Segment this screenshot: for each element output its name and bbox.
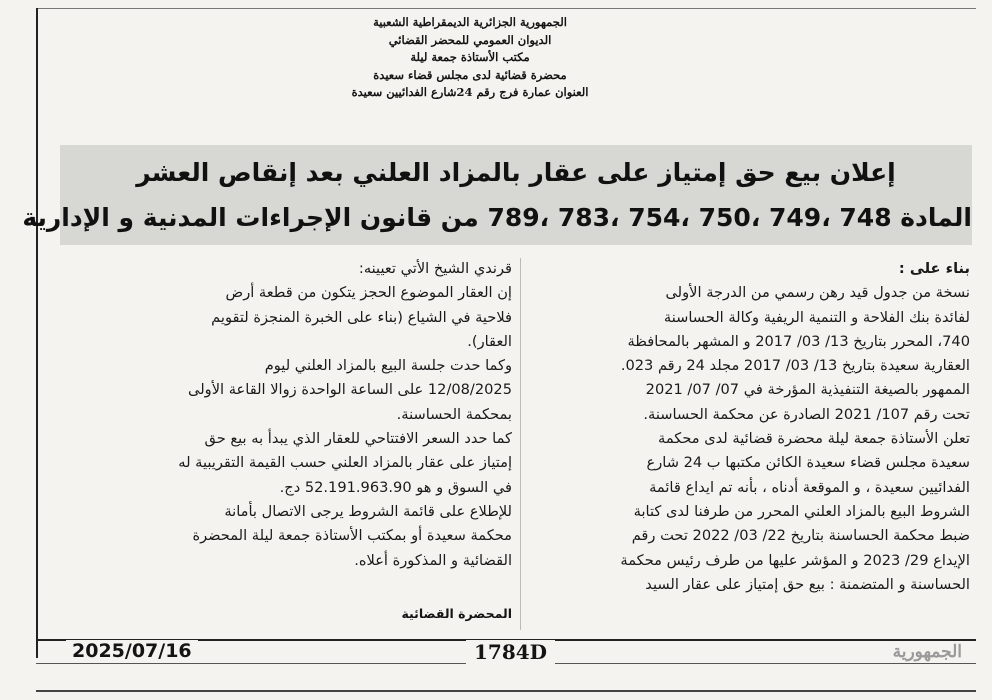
header-line: مكتب الأستاذة جمعة ليلة (410, 50, 530, 64)
paragraph-line: 12/08/2025 على الساعة الواحدة زوالا القاعة الأولى (188, 381, 512, 399)
title-line-1: إعلان بيع حق إمتياز على عقار بالمزاد العلني بعد إنقاص العشر (136, 158, 896, 187)
paragraph-line: وكما حدت جلسة البيع بالمزاد العلني ليوم (264, 357, 512, 375)
paragraph-line: الشروط البيع بالمزاد العلني المحرر من طرفنا لدى كتابة (633, 502, 970, 520)
header-line: الجمهورية الجزائرية الديمقراطية الشعبية (373, 15, 567, 29)
paragraph-line: بمحكمة الحساسنة. (396, 405, 512, 423)
paragraph-line: فلاحية في الشياع (بناء على الخبرة المنجزة لتقويم (211, 308, 512, 326)
publication-date: 2025/07/16 (66, 640, 198, 662)
paragraph-line: تعلن الأستاذة جمعة ليلة محضرة قضائية لدى محكمة (658, 430, 970, 448)
signature-label: المحضرة القضائية (401, 606, 512, 621)
paragraph-line: الحساسنة و المتضمنة : بيع حق إمتياز على عقار السيد (645, 575, 970, 593)
paragraph-line: العقارية سعيدة بتاريخ 13/ 03/ 2017 مجلد 24 رقم 023. (620, 357, 970, 375)
notice-code: 1784D (466, 640, 555, 664)
left-border (36, 8, 38, 658)
bottom-rule (36, 690, 976, 692)
paragraph-line: إن العقار الموضوع الحجز يتكون من قطعة أرض (225, 284, 512, 302)
header-line: العنوان عمارة فرج رقم 24شارع الفدائيين سعيدة (351, 85, 589, 99)
paragraph-line: العقار). (467, 332, 512, 350)
header-line: محضرة قضائية لدى مجلس قضاء سعيدة (373, 67, 567, 82)
paragraph-line: الإيداع 29/ 2023 و المؤشر عليها من طرف رئيس محكمة (620, 551, 970, 569)
header-line: الديوان العمومي للمحضر القضائي (388, 32, 552, 47)
paragraph-line: للإطلاع على قائمة الشروط يرجى الاتصال بأمانة (224, 502, 512, 520)
issuer-header (260, 14, 680, 102)
newspaper-logo: الجمهورية (887, 642, 968, 662)
paragraph-line: 740، المحرر بتاريخ 13/ 03/ 2017 و المشهر بالمحافظة (627, 332, 970, 350)
notice-title (22, 150, 972, 240)
paragraph-line: القضائية و المذكورة أعلاه. (354, 551, 512, 569)
paragraph-line: قرندي الشيخ الأتي تعيينه: (358, 260, 512, 277)
paragraph-line: الفدائيين سعيدة ، و الموقعة أدناه ، بأنه تم ايداع قائمة (649, 478, 970, 496)
paragraph-line: كما حدد السعر الافتتاحي للعقار الذي يبدأ به بيع حق (204, 430, 512, 448)
paragraph-line: الممهور بالصيغة التنفيذية المؤرخة في 07/ 07/ 2021 (645, 381, 970, 399)
paragraph-line: بناء على : (898, 260, 970, 277)
right-column (530, 257, 970, 597)
left-column (50, 257, 512, 573)
page-footer (36, 636, 976, 672)
paragraph-line: نسخة من جدول قيد رهن رسمي من الدرجة الأولى (665, 284, 970, 302)
paragraph-line: لفائدة بنك الفلاحة و التنمية الريفية وكالة الحساسنة (663, 308, 970, 326)
paragraph-line: محكمة سعيدة أو بمكتب الأستاذة جمعة ليلة المحضرة (192, 527, 512, 545)
top-border (36, 8, 976, 9)
paragraph-line: سعيدة مجلس قضاء سعيدة الكائن مكتبها ب 24 شارع (646, 454, 970, 472)
paragraph-line: تحت رقم 107/ 2021 الصادرة عن محكمة الحساسنة. (643, 405, 970, 423)
column-divider (520, 258, 521, 630)
title-line-2: المادة 748 ،749 ،750 ،754 ،783 ،789 من قانون الإجراءات المدنية و الإدارية (22, 203, 972, 232)
paragraph-line: في السوق و هو 52.191.963.90 دج. (279, 478, 512, 496)
paragraph-line: إمتياز على عقار بالمزاد العلني حسب القيمة التقريبية له (178, 454, 512, 472)
paragraph-line: ضبط محكمة الحساسنة بتاريخ 22/ 03/ 2022 تحت رقم (631, 527, 970, 545)
